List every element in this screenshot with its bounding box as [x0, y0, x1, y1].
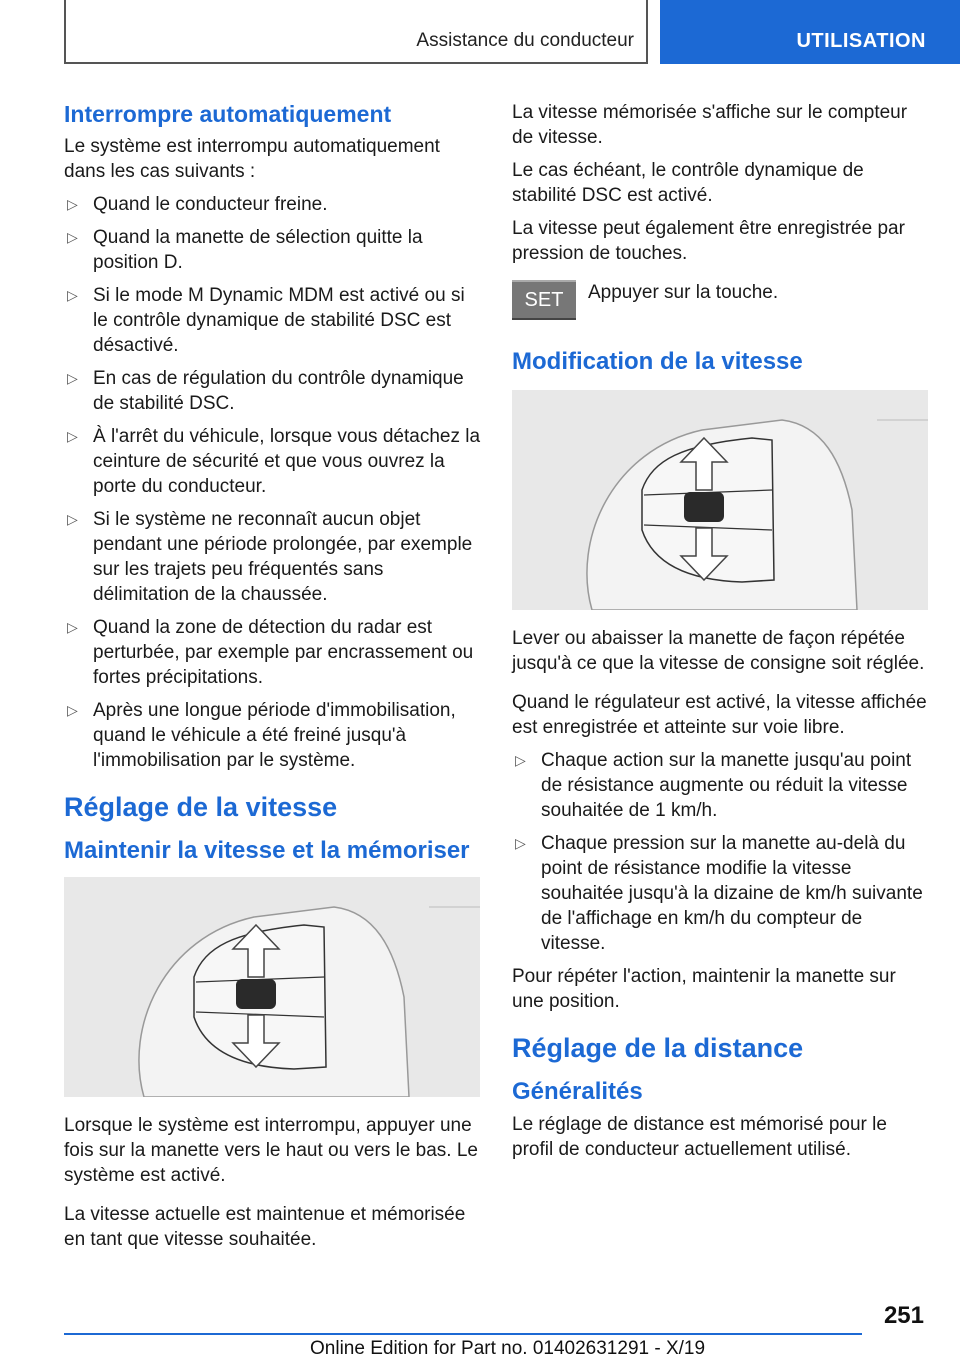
heading-distance-setting: Réglage de la distance	[512, 1033, 804, 1063]
paragraph-general: Le réglage de distance est mémorisé pour le profil de conducteur actuellement utilisé.	[512, 1114, 887, 1160]
triangle-right-icon: ▷	[67, 619, 78, 635]
header-section-box	[64, 0, 648, 64]
paragraph-interrupted-press: Lorsque le système est interrompu, appuyer une fois sur la manette vers le haut ou vers le bas. Le système est activé.	[64, 1115, 478, 1186]
interrupt-conditions-list	[64, 192, 480, 773]
set-key-row	[512, 280, 928, 336]
heading-modify-speed: Modification de la vitesse	[512, 348, 803, 375]
heading-general: Généralités	[512, 1078, 643, 1105]
heading-keep-speed: Maintenir la vitesse et la mémoriser	[64, 837, 470, 864]
list-item: ▷ Si le système ne reconnaît aucun objet pendant une période prolongée, par exemple sur les trajets peu fréquentés sans délimitation de la chaussée.	[67, 509, 473, 605]
paragraph-display-speed: La vitesse mémorisée s'affiche sur le compteur de vitesse.	[512, 102, 908, 148]
triangle-right-icon: ▷	[515, 835, 526, 851]
list-item: ▷ Quand le conducteur freine.	[67, 194, 328, 215]
list-item: ▷ Chaque pression sur la manette au-delà du point de résistance modifie la vitesse souhaitée jusqu'à la dizaine de km/h suivante de l'affichage en km/h du compteur de vitesse.	[515, 833, 923, 954]
list-item: ▷ Chaque action sur la manette jusqu'au point de résistance augmente ou réduit la vitesse souhaitée de 1 km/h.	[515, 750, 912, 821]
triangle-right-icon: ▷	[67, 229, 78, 245]
footer-divider	[64, 1333, 862, 1335]
heading-speed-setting: Réglage de la vitesse	[64, 792, 338, 822]
paragraph-dsc-activated: Le cas échéant, le contrôle dynamique de stabilité DSC est activé.	[512, 160, 864, 206]
footer-edition: Online Edition for Part no. 01402631291 - X/19	[310, 1338, 706, 1359]
header-chapter-title: UTILISATION	[796, 30, 926, 52]
list-item: ▷ En cas de régulation du contrôle dynamique de stabilité DSC.	[67, 368, 464, 414]
paragraph-current-speed: La vitesse actuelle est maintenue et mémorisée en tant que vitesse souhaitée.	[64, 1204, 466, 1250]
triangle-right-icon: ▷	[67, 196, 78, 212]
paragraph-repeat-action: Pour répéter l'action, maintenir la manette sur une position.	[512, 966, 896, 1012]
paragraph-regulator-active: Quand le régulateur est activé, la vitesse affichée est enregistrée et atteinte sur voie libre.	[512, 692, 927, 738]
list-item: ▷ À l'arrêt du véhicule, lorsque vous détachez la ceinture de sécurité et que vous ouvrez la porte du conducteur.	[67, 426, 481, 497]
steering-wheel-lever-image	[64, 877, 480, 1097]
page-number: 251	[883, 1302, 924, 1329]
left-column	[64, 100, 480, 1260]
list-item: ▷ Après une longue période d'immobilisation, quand le véhicule a été freiné jusqu'à l'immobilisation par le système.	[67, 700, 456, 771]
speed-change-list	[512, 748, 928, 956]
triangle-right-icon: ▷	[67, 428, 78, 444]
steering-wheel-lever-image-2	[512, 390, 928, 610]
list-item: ▷ Quand la manette de sélection quitte la position D.	[67, 227, 423, 273]
triangle-right-icon: ▷	[67, 287, 78, 303]
paragraph-keys-record: La vitesse peut également être enregistrée par pression de touches.	[512, 218, 905, 264]
triangle-right-icon: ▷	[67, 702, 78, 718]
paragraph-lever-repeat: Lever ou abaisser la manette de façon répétée jusqu'à ce que la vitesse de consigne soit réglée.	[512, 628, 925, 674]
set-key-icon: SET	[512, 280, 576, 320]
heading-interrupt-auto: Interrompre automatiquement	[64, 101, 392, 127]
list-item: ▷ Si le mode M Dynamic MDM est activé ou si le contrôle dynamique de stabilité DSC est désactivé.	[67, 285, 465, 356]
header-section-title: Assistance du conducteur	[416, 30, 634, 51]
triangle-right-icon: ▷	[67, 511, 78, 527]
triangle-right-icon: ▷	[67, 370, 78, 386]
list-item: ▷ Quand la zone de détection du radar est perturbée, par exemple par encrassement ou fortes précipitations.	[67, 617, 474, 688]
right-column	[512, 100, 928, 1170]
header-chapter-box	[660, 0, 960, 64]
set-key-instruction: Appuyer sur la touche.	[588, 282, 779, 303]
triangle-right-icon: ▷	[515, 752, 526, 768]
paragraph-interrupt-auto: Le système est interrompu automatiquement dans les cas suivants :	[64, 136, 440, 182]
